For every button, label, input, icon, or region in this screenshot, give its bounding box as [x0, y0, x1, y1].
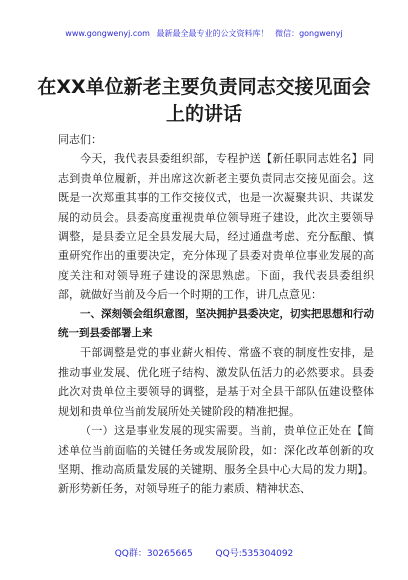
header-wechat: 微信：gongwenyj — [275, 29, 343, 38]
document-title: 在XX单位新老主要负责同志交接见面会上的讲话 — [37, 76, 371, 125]
footer-qq-group: QQ群：30265665 — [114, 549, 193, 559]
page-header — [0, 28, 408, 39]
document-body — [58, 130, 374, 499]
salutation: 同志们： — [58, 133, 102, 146]
page-footer — [0, 546, 408, 559]
header-slogan: 最新最全最专业的公文资料库！ — [156, 29, 269, 38]
footer-qq: QQ号:535304092 — [215, 549, 294, 559]
paragraph: （一）这是事业发展的现实需要。当前，贵单位正处在【简述单位当前面临的关键任务或发展阶段，如：深化改革创新的攻坚期、推动高质量发展的关键期、服务全县中心大局的发力期】。新形势新任务，对领导班子的能力素质、精神状态、 — [58, 424, 374, 496]
section-heading: 一、深刻领会组织意图，坚决拥护县委决定，切实把思想和行动统一到县委部署上来 — [58, 307, 374, 340]
paragraph: 干部调整是党的事业薪火相传、常盛不衰的制度性安排，是推动事业发展、优化班子结构、激发队伍活力的必然要求。县委此次对贵单位主要领导的调整，是基于对全县干部队伍建设整体规划和贵单位当前发展所处关键阶段的精准把握。 — [58, 346, 374, 418]
header-site-link[interactable]: www.gongwenyj.com — [65, 29, 150, 38]
paragraph: 今天，我代表县委组织部，专程护送【新任职同志姓名】同志到贵单位履新，并出席这次新老主要负责同志交接见面会。这既是一次郑重其事的工作交接仪式，也是一次凝聚共识、共谋发展的动员会。县委高度重视贵单位领导班子建设，此次主要领导调整，是县委立足全县发展大局，经过通盘考虑、充分酝酿、慎重研究作出的重要决定，充分体现了县委对贵单位事业发展的高度关注和对领导班子建设的深思熟虑。下面，我代表县委组织部，就做好当前及今后一个时期的工作，讲几点意见： — [58, 152, 374, 302]
